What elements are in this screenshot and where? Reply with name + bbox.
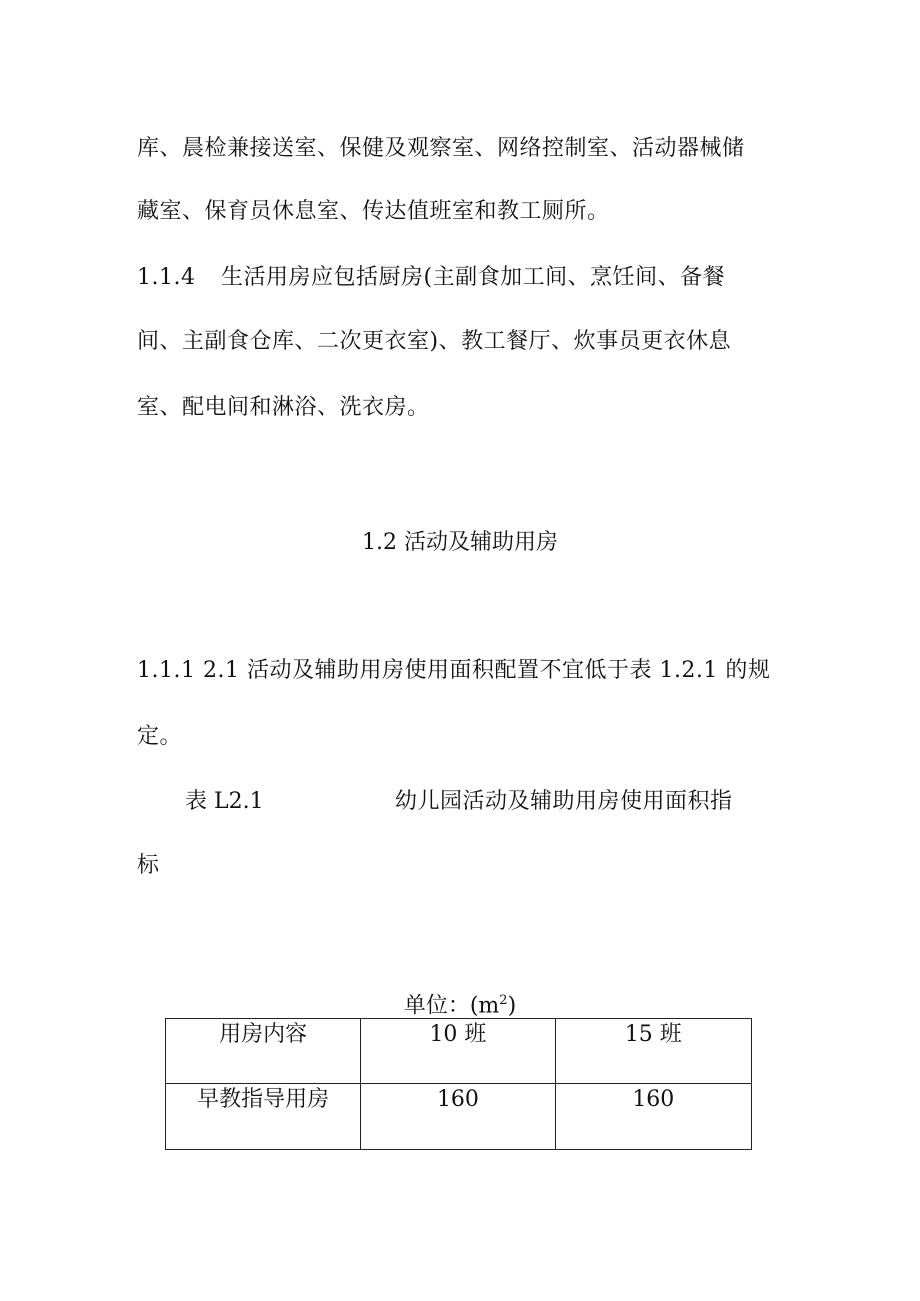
table-cell: 早教指导用房: [166, 1084, 361, 1150]
header-cell: 15 班: [555, 1019, 751, 1084]
clause-number: 1.1.4: [137, 265, 196, 290]
clause-line: [137, 263, 725, 293]
table-cell: 160: [361, 1084, 555, 1150]
paragraph-line: 藏室、保育员休息室、传达值班室和教工厕所。: [137, 199, 610, 224]
unit-prefix: 单位：(m: [403, 993, 500, 1019]
table-title: 幼儿园活动及辅助用房使用面积指: [395, 789, 733, 814]
section-heading: 1.2 活动及辅助用房: [362, 530, 558, 555]
header-cell: 10 班: [361, 1019, 555, 1084]
clause-text: 生活用房应包括厨房(主副食加工间、烹饪间、备餐: [221, 265, 726, 290]
table-title-continuation: 标: [137, 853, 160, 878]
table-label: 表 L2.1: [185, 789, 264, 814]
area-table: [165, 1018, 752, 1150]
header-cell: 用房内容: [166, 1019, 361, 1084]
paragraph-line: 间、主副食仓库、二次更衣室)、教工餐厅、炊事员更衣休息: [137, 329, 732, 354]
table-cell: 160: [555, 1084, 751, 1150]
clause-line: 1.1.1 2.1 活动及辅助用房使用面积配置不宜低于表 1.2.1 的规: [137, 658, 771, 683]
unit-superscript: 2: [499, 993, 508, 1008]
table-row: [166, 1084, 752, 1150]
unit-suffix: ): [507, 993, 517, 1019]
paragraph-line: 室、配电间和淋浴、洗衣房。: [137, 395, 430, 420]
unit-label: [0, 986, 920, 1021]
table-header-row: [166, 1019, 752, 1084]
paragraph-line: 库、晨检兼接送室、保健及观察室、网络控制室、活动器械储: [137, 136, 745, 161]
clause-line: 定。: [137, 724, 183, 749]
